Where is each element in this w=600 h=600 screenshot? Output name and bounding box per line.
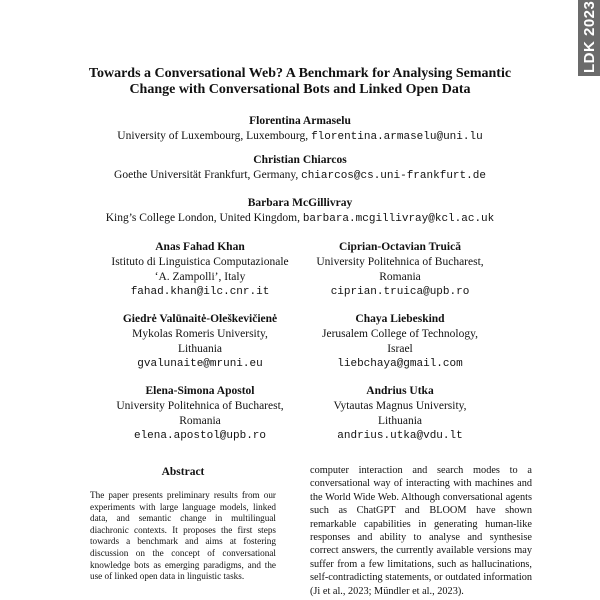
author-block-6 <box>90 312 310 372</box>
author-name: Giedrė Valūnaitė-Oleškevičienė <box>122 313 278 325</box>
author-email: ciprian.truica@upb.ro <box>330 286 470 298</box>
title-line-2: Change with Conversational Bots and Linked Open Data <box>129 82 471 97</box>
conference-tag-label: LDK 2023 <box>581 0 598 73</box>
paper-title <box>40 66 560 98</box>
author-affiliation: Lithuania <box>177 343 223 355</box>
author-block-5 <box>300 240 500 300</box>
abstract-text: The paper presents preliminary results from our experiments with large language models, linked data, and semantic change in multilingual diachronic contexts. It proposes the first steps towards a benchmark and aims at fostering discussion on the concept of conversational knowledge bots as emerging paradigms, and the use of linked open data in linguistic tasks. <box>90 490 276 582</box>
author-affiliation: Jerusalem College of Technology, <box>321 328 478 340</box>
author-block-3 <box>60 196 540 227</box>
author-email: florentina.armaselu@uni.lu <box>311 131 483 143</box>
author-block-1 <box>60 114 540 145</box>
author-email: andrius.utka@vdu.lt <box>337 430 463 442</box>
author-affiliation: Mykolas Romeris University, <box>132 328 268 340</box>
author-name: Chaya Liebeskind <box>355 313 445 325</box>
conference-tag <box>578 0 600 76</box>
author-email: liebchaya@gmail.com <box>337 358 463 370</box>
abstract-heading: Abstract <box>161 466 205 478</box>
author-block-9 <box>300 384 500 444</box>
author-affiliation: Goethe Universität Frankfurt, Germany, <box>114 169 299 181</box>
author-email: elena.apostol@upb.ro <box>133 430 267 442</box>
author-affiliation: Vytautas Magnus University, <box>333 400 467 412</box>
author-email: fahad.khan@ilc.cnr.it <box>130 286 270 298</box>
author-affiliation: King’s College London, United Kingdom, <box>105 212 300 224</box>
title-line-1: Towards a Conversational Web? A Benchmark for Analysing Semantic <box>88 66 512 81</box>
introduction-text: computer interaction and search modes to a conversational way of interacting with machines and the World Wide Web. Although conversational agents such as ChatGPT and BLOOM have shown remarkable capabilities in generating human-like responses and ability to analyse and synthesise correct answers, the currently available versions may suffer from a few limitations, such as hallucinations, self-contradicting statements, or outdated information (Ji et al., 2023; Mündler et al., 2023). <box>310 465 532 597</box>
author-affiliation: Romania <box>179 415 221 427</box>
author-affiliation: University of Luxembourg, Luxembourg, <box>117 130 309 142</box>
author-name: Barbara McGillivray <box>247 197 353 209</box>
author-affiliation: University Politehnica of Bucharest, <box>316 256 484 268</box>
author-block-8 <box>90 384 310 444</box>
author-email: chiarcos@cs.uni-frankfurt.de <box>301 170 486 182</box>
author-affiliation: Lithuania <box>377 415 423 427</box>
author-email: gvalunaite@mruni.eu <box>137 358 263 370</box>
author-name: Andrius Utka <box>366 385 434 397</box>
author-block-4 <box>90 240 310 300</box>
author-name: Florentina Armaselu <box>249 115 351 127</box>
author-name: Elena-Simona Apostol <box>145 385 255 397</box>
author-name: Ciprian-Octavian Truică <box>339 241 461 253</box>
author-block-2 <box>60 153 540 184</box>
author-affiliation: Israel <box>387 343 413 355</box>
author-email: barbara.mcgillivray@kcl.ac.uk <box>302 213 495 225</box>
author-name: Christian Chiarcos <box>253 154 347 166</box>
author-block-7 <box>300 312 500 372</box>
author-name: Anas Fahad Khan <box>155 241 245 253</box>
author-affiliation: University Politehnica of Bucharest, <box>116 400 284 412</box>
author-affiliation: Istituto di Linguistica Computazionale <box>111 256 289 268</box>
author-affiliation: Romania <box>379 271 421 283</box>
author-affiliation: ‘A. Zampolli’, Italy <box>154 271 246 283</box>
